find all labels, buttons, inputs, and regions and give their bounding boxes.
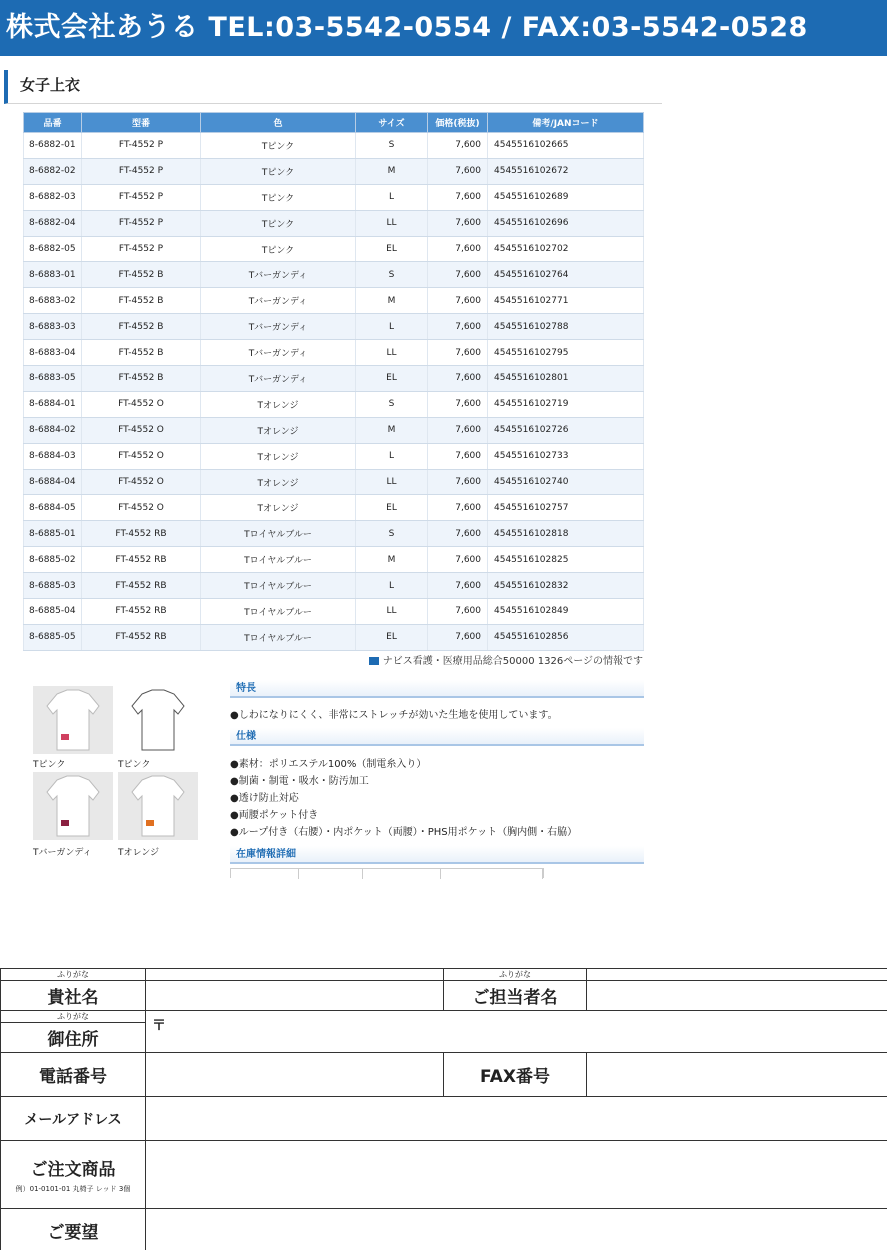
cell-color: Tバーガンディ — [201, 262, 356, 288]
cell-color: Tバーガンディ — [201, 314, 356, 340]
order-form — [0, 968, 887, 1250]
cell-price: 7,600 — [428, 158, 488, 184]
cell-model: FT-4552 B — [82, 288, 201, 314]
cell-price: 7,600 — [428, 417, 488, 443]
cell-part-no: 8-6885-01 — [24, 521, 82, 547]
cell-color: Tオレンジ — [201, 469, 356, 495]
table-row — [24, 521, 644, 547]
cell-price: 7,600 — [428, 521, 488, 547]
cell-jan: 4545516102696 — [488, 210, 644, 236]
cell-size: EL — [356, 624, 428, 650]
cell-price: 7,600 — [428, 288, 488, 314]
request-label: ご要望 — [1, 1209, 146, 1250]
cell-price: 7,600 — [428, 236, 488, 262]
postal-mark: 〒 — [152, 1018, 166, 1034]
cell-jan: 4545516102672 — [488, 158, 644, 184]
cell-price: 7,600 — [428, 469, 488, 495]
thumb-label: Tオレンジ — [118, 848, 160, 858]
email-label: メールアドレス — [1, 1097, 146, 1141]
cell-size: M — [356, 547, 428, 573]
spec-item: ●両腰ポケット付き — [230, 810, 319, 821]
contact-furigana-field[interactable] — [587, 969, 887, 981]
cell-part-no: 8-6884-04 — [24, 469, 82, 495]
cell-jan: 4545516102764 — [488, 262, 644, 288]
cell-price: 7,600 — [428, 599, 488, 625]
address-field[interactable] — [146, 1011, 887, 1053]
cell-model: FT-4552 RB — [82, 521, 201, 547]
table-row — [24, 495, 644, 521]
cell-price: 7,600 — [428, 495, 488, 521]
cell-model: FT-4552 P — [82, 133, 201, 159]
order-field[interactable] — [146, 1141, 887, 1209]
product-photo-orange — [118, 772, 198, 840]
cell-color: Tロイヤルブルー — [201, 599, 356, 625]
cell-model: FT-4552 RB — [82, 599, 201, 625]
cell-part-no: 8-6883-02 — [24, 288, 82, 314]
table-row — [24, 210, 644, 236]
cell-color: Tピンク — [201, 210, 356, 236]
cell-model: FT-4552 P — [82, 210, 201, 236]
cell-model: FT-4552 O — [82, 391, 201, 417]
cell-size: M — [356, 158, 428, 184]
table-row — [24, 158, 644, 184]
cell-model: FT-4552 O — [82, 469, 201, 495]
cell-model: FT-4552 P — [82, 184, 201, 210]
cell-model: FT-4552 B — [82, 366, 201, 392]
cell-color: Tロイヤルブルー — [201, 573, 356, 599]
cell-price: 7,600 — [428, 624, 488, 650]
cell-price: 7,600 — [428, 391, 488, 417]
cell-jan: 4545516102818 — [488, 521, 644, 547]
table-row — [24, 366, 644, 392]
cell-jan: 4545516102801 — [488, 366, 644, 392]
cell-part-no: 8-6882-01 — [24, 133, 82, 159]
cell-part-no: 8-6883-05 — [24, 366, 82, 392]
table-row — [24, 391, 644, 417]
table-row — [24, 340, 644, 366]
contact-field[interactable] — [587, 981, 887, 1011]
cell-color: Tオレンジ — [201, 495, 356, 521]
cell-size: LL — [356, 469, 428, 495]
cell-price: 7,600 — [428, 262, 488, 288]
table-row — [24, 184, 644, 210]
cell-price: 7,600 — [428, 184, 488, 210]
cell-model: FT-4552 O — [82, 495, 201, 521]
cell-model: FT-4552 P — [82, 236, 201, 262]
cell-size: S — [356, 262, 428, 288]
cell-price: 7,600 — [428, 210, 488, 236]
cell-color: Tピンク — [201, 158, 356, 184]
cell-color: Tオレンジ — [201, 417, 356, 443]
table-row — [24, 599, 644, 625]
cell-part-no: 8-6885-03 — [24, 573, 82, 599]
cell-price: 7,600 — [428, 573, 488, 599]
company-furigana-field[interactable] — [146, 969, 444, 981]
cell-size: LL — [356, 599, 428, 625]
cell-size: L — [356, 314, 428, 340]
cell-part-no: 8-6884-03 — [24, 443, 82, 469]
cell-model: FT-4552 P — [82, 158, 201, 184]
cell-size: EL — [356, 495, 428, 521]
column-header: 備考/JANコード — [488, 113, 644, 133]
cell-jan: 4545516102702 — [488, 236, 644, 262]
table-row — [24, 262, 644, 288]
table-row — [24, 624, 644, 650]
furigana-label: ふりがな — [1, 1011, 146, 1023]
cell-model: FT-4552 B — [82, 314, 201, 340]
cell-part-no: 8-6883-03 — [24, 314, 82, 340]
cell-jan: 4545516102740 — [488, 469, 644, 495]
product-drawing-pink — [118, 686, 198, 754]
cell-jan: 4545516102757 — [488, 495, 644, 521]
column-header: サイズ — [356, 113, 428, 133]
request-field[interactable] — [146, 1209, 887, 1250]
table-row — [24, 236, 644, 262]
cell-part-no: 8-6885-02 — [24, 547, 82, 573]
table-row — [24, 288, 644, 314]
cell-part-no: 8-6884-01 — [24, 391, 82, 417]
cell-part-no: 8-6885-05 — [24, 624, 82, 650]
cell-part-no: 8-6885-04 — [24, 599, 82, 625]
cell-jan: 4545516102832 — [488, 573, 644, 599]
email-field[interactable] — [146, 1097, 887, 1141]
cell-model: FT-4552 RB — [82, 547, 201, 573]
table-row — [24, 573, 644, 599]
cell-size: M — [356, 288, 428, 314]
header-banner: 株式会社あうる TEL:03-5542-0554 / FAX:03-5542-0528 — [0, 0, 887, 56]
cell-jan: 4545516102771 — [488, 288, 644, 314]
source-note: ナビス看護・医療用品総合50000 1326ページの情報です — [340, 652, 643, 667]
stock-heading: 在庫情報詳細 — [230, 846, 644, 864]
fax-label: FAX番号 — [444, 1053, 587, 1097]
cell-part-no: 8-6884-05 — [24, 495, 82, 521]
cell-size: S — [356, 133, 428, 159]
company-field[interactable] — [146, 981, 444, 1011]
cell-size: LL — [356, 210, 428, 236]
table-body — [24, 133, 644, 651]
cell-model: FT-4552 O — [82, 417, 201, 443]
table-header-row — [24, 113, 644, 133]
table-row — [24, 417, 644, 443]
cell-price: 7,600 — [428, 366, 488, 392]
square-bullet-icon — [369, 657, 379, 665]
cell-price: 7,600 — [428, 547, 488, 573]
cell-part-no: 8-6882-02 — [24, 158, 82, 184]
cell-color: Tバーガンディ — [201, 366, 356, 392]
cell-size: LL — [356, 340, 428, 366]
cell-size: L — [356, 184, 428, 210]
cell-size: S — [356, 521, 428, 547]
fax-field[interactable] — [587, 1053, 887, 1097]
thumb-label: Tピンク — [118, 760, 151, 770]
cell-price: 7,600 — [428, 443, 488, 469]
product-photo-burgundy — [33, 772, 113, 840]
thumb-label: Tバーガンディ — [33, 848, 92, 858]
cell-color: Tロイヤルブルー — [201, 547, 356, 573]
cell-jan: 4545516102825 — [488, 547, 644, 573]
cell-part-no: 8-6884-02 — [24, 417, 82, 443]
features-heading: 特長 — [230, 680, 644, 698]
phone-field[interactable] — [146, 1053, 444, 1097]
column-header: 品番 — [24, 113, 82, 133]
cell-jan: 4545516102788 — [488, 314, 644, 340]
table-row — [24, 133, 644, 159]
cell-price: 7,600 — [428, 340, 488, 366]
cell-size: L — [356, 573, 428, 599]
cell-size: EL — [356, 366, 428, 392]
cell-model: FT-4552 RB — [82, 573, 201, 599]
cell-color: Tロイヤルブルー — [201, 624, 356, 650]
column-header: 型番 — [82, 113, 201, 133]
cell-model: FT-4552 RB — [82, 624, 201, 650]
cell-jan: 4545516102719 — [488, 391, 644, 417]
cell-size: EL — [356, 236, 428, 262]
cell-jan: 4545516102689 — [488, 184, 644, 210]
cell-jan: 4545516102665 — [488, 133, 644, 159]
cell-color: Tバーガンディ — [201, 340, 356, 366]
cell-part-no: 8-6883-01 — [24, 262, 82, 288]
column-header: 価格(税抜) — [428, 113, 488, 133]
spec-item: ●透け防止対応 — [230, 793, 299, 804]
cell-color: Tピンク — [201, 133, 356, 159]
order-example: 例）01-0101-01 丸椅子 レッド 3個 — [15, 1185, 131, 1193]
cell-jan: 4545516102856 — [488, 624, 644, 650]
table-row — [24, 443, 644, 469]
cell-color: Tオレンジ — [201, 443, 356, 469]
cell-model: FT-4552 O — [82, 443, 201, 469]
cell-part-no: 8-6882-04 — [24, 210, 82, 236]
cell-color: Tピンク — [201, 184, 356, 210]
order-label: ご注文商品 例）01-0101-01 丸椅子 レッド 3個 — [1, 1141, 146, 1209]
cell-color: Tバーガンディ — [201, 288, 356, 314]
table-row — [24, 547, 644, 573]
contact-label: ご担当者名 — [444, 981, 587, 1011]
cell-jan: 4545516102733 — [488, 443, 644, 469]
cell-part-no: 8-6883-04 — [24, 340, 82, 366]
product-table — [23, 112, 644, 651]
cell-jan: 4545516102849 — [488, 599, 644, 625]
product-photo-pink — [33, 686, 113, 754]
furigana-label: ふりがな — [444, 969, 587, 981]
table-row — [24, 469, 644, 495]
spec-item: ●制菌・制電・吸水・防汚加工 — [230, 776, 369, 787]
cell-model: FT-4552 B — [82, 262, 201, 288]
company-label: 貴社名 — [1, 981, 146, 1011]
cell-part-no: 8-6882-03 — [24, 184, 82, 210]
feature-item: ●しわになりにくく、非常にストレッチが効いた生地を使用しています。 — [230, 710, 558, 721]
thumb-label: Tピンク — [33, 760, 66, 770]
cell-part-no: 8-6882-05 — [24, 236, 82, 262]
spec-item: ●ループ付き（右腰）・内ポケット（両腰）・PHS用ポケット（胸内側・右脇） — [230, 827, 578, 838]
cell-jan: 4545516102726 — [488, 417, 644, 443]
furigana-label: ふりがな — [1, 969, 146, 981]
cell-price: 7,600 — [428, 314, 488, 340]
section-title: 女子上衣 — [4, 70, 662, 104]
cell-size: S — [356, 391, 428, 417]
cell-model: FT-4552 B — [82, 340, 201, 366]
cell-size: L — [356, 443, 428, 469]
cell-color: Tオレンジ — [201, 391, 356, 417]
cell-price: 7,600 — [428, 133, 488, 159]
phone-label: 電話番号 — [1, 1053, 146, 1097]
cell-color: Tロイヤルブルー — [201, 521, 356, 547]
cell-color: Tピンク — [201, 236, 356, 262]
stock-table — [230, 868, 544, 878]
table-row — [24, 314, 644, 340]
cell-size: M — [356, 417, 428, 443]
column-header: 色 — [201, 113, 356, 133]
cell-jan: 4545516102795 — [488, 340, 644, 366]
address-label: 御住所 — [1, 1023, 146, 1053]
spec-item: ●素材：ポリエステル100%（制電糸入り） — [230, 759, 427, 770]
specs-heading: 仕様 — [230, 728, 644, 746]
